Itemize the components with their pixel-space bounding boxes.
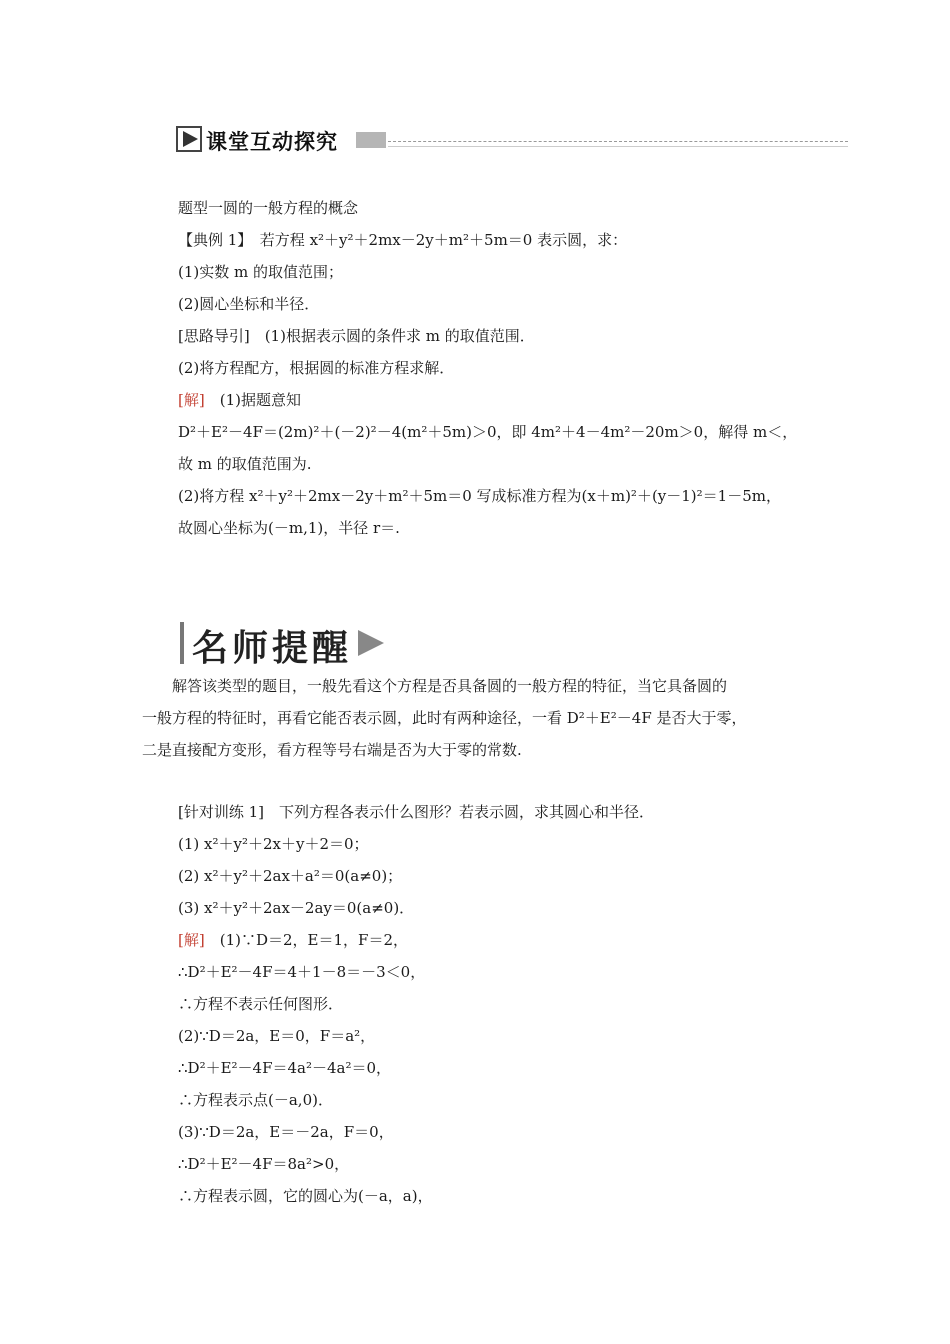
training-solution-line: ∴D²＋E²－4F＝8a²>0，: [178, 1155, 350, 1173]
training-question: (2) x²＋y²＋2ax＋a²＝0(a≠0)；: [178, 867, 403, 885]
hint-1: [思路导引] (1)根据表示圆的条件求 m 的取值范围．: [178, 327, 535, 345]
section-banner: [176, 124, 848, 156]
solution-tag: [解]: [178, 391, 205, 409]
training-solution-intro: [178, 930, 408, 950]
topic-heading: 题型一圆的一般方程的概念: [178, 199, 359, 217]
training-solution-line: (3)∵D＝2a，E＝－2a，F＝0，: [178, 1123, 394, 1141]
solution-line: 故圆心坐标为(－m,1)，半径 r＝.: [178, 519, 400, 537]
tip-line: 一般方程的特征时，再看它能否表示圆，此时有两种途径，一看 D²＋E²－4F 是否大于零，: [142, 709, 747, 727]
play-arrow-icon: [176, 126, 202, 152]
training-solution-line: ∴方程表示点(－a,0)．: [178, 1091, 333, 1109]
solution-intro: [178, 390, 301, 410]
training-solution-line: ∴方程表示圆，它的圆心为(－a，a)，: [178, 1187, 433, 1205]
training-solution-line: ∴D²＋E²－4F＝4＋1－8＝－3＜0，: [178, 963, 426, 981]
tip-paragraph: [142, 670, 808, 766]
training-solution-line: (2)∵D＝2a，E＝0，F＝a²，: [178, 1027, 376, 1045]
solution-line: 故 m 的取值范围为.: [178, 455, 312, 473]
section-title: 课堂互动探究: [206, 130, 338, 154]
solution-intro-text: (1)据题意知: [204, 391, 301, 409]
banner-rule-secondary: [388, 146, 848, 147]
example-statement: 【典例 1】 若方程 x²＋y²＋2mx－2y＋m²＋5m＝0 表示圆，求：: [178, 231, 628, 249]
tip-title: 名师提醒: [192, 628, 353, 669]
hint-2: (2)将方程配方，根据圆的标准方程求解．: [178, 359, 455, 377]
solution-line: (2)将方程 x²＋y²＋2mx－2y＋m²＋5m＝0 写成标准方程为(x＋m)²＋(y－1)²＝1－5m，: [178, 487, 781, 505]
question-2: (2)圆心坐标和半径．: [178, 295, 320, 313]
training-solution-tag: [解]: [178, 931, 205, 949]
training-question: (1) x²＋y²＋2x＋y＋2＝0；: [178, 835, 369, 853]
solution-line: D²＋E²－4F＝(2m)²＋(－2)²－4(m²＋5m)＞0，即 4m²＋4－4m²－20m＞0，解得 m＜，: [178, 423, 798, 441]
tip-banner: [180, 620, 400, 669]
question-1: (1)实数 m 的取值范围；: [178, 263, 344, 281]
training-heading: [针对训练 1] 下列方程各表示什么图形？若表示圆，求其圆心和半径．: [178, 803, 655, 821]
banner-rule: [388, 141, 848, 142]
tip-line: 二是直接配方变形，看方程等号右端是否为大于零的常数.: [142, 741, 522, 759]
training-solution-first: (1)∵D＝2，E＝1，F＝2，: [204, 931, 408, 949]
training-solution-line: ∴方程不表示任何图形．: [178, 995, 344, 1013]
training-question: (3) x²＋y²＋2ax－2ay＝0(a≠0)．: [178, 899, 415, 917]
triangle-arrow-icon: [356, 628, 386, 658]
tip-line: 解答该类型的题目，一般先看这个方程是否具备圆的一般方程的特征，当它具备圆的: [142, 677, 728, 695]
banner-decoration: [356, 132, 386, 148]
training-solution-line: ∴D²＋E²－4F＝4a²－4a²＝0，: [178, 1059, 392, 1077]
tip-bar: [180, 622, 184, 664]
